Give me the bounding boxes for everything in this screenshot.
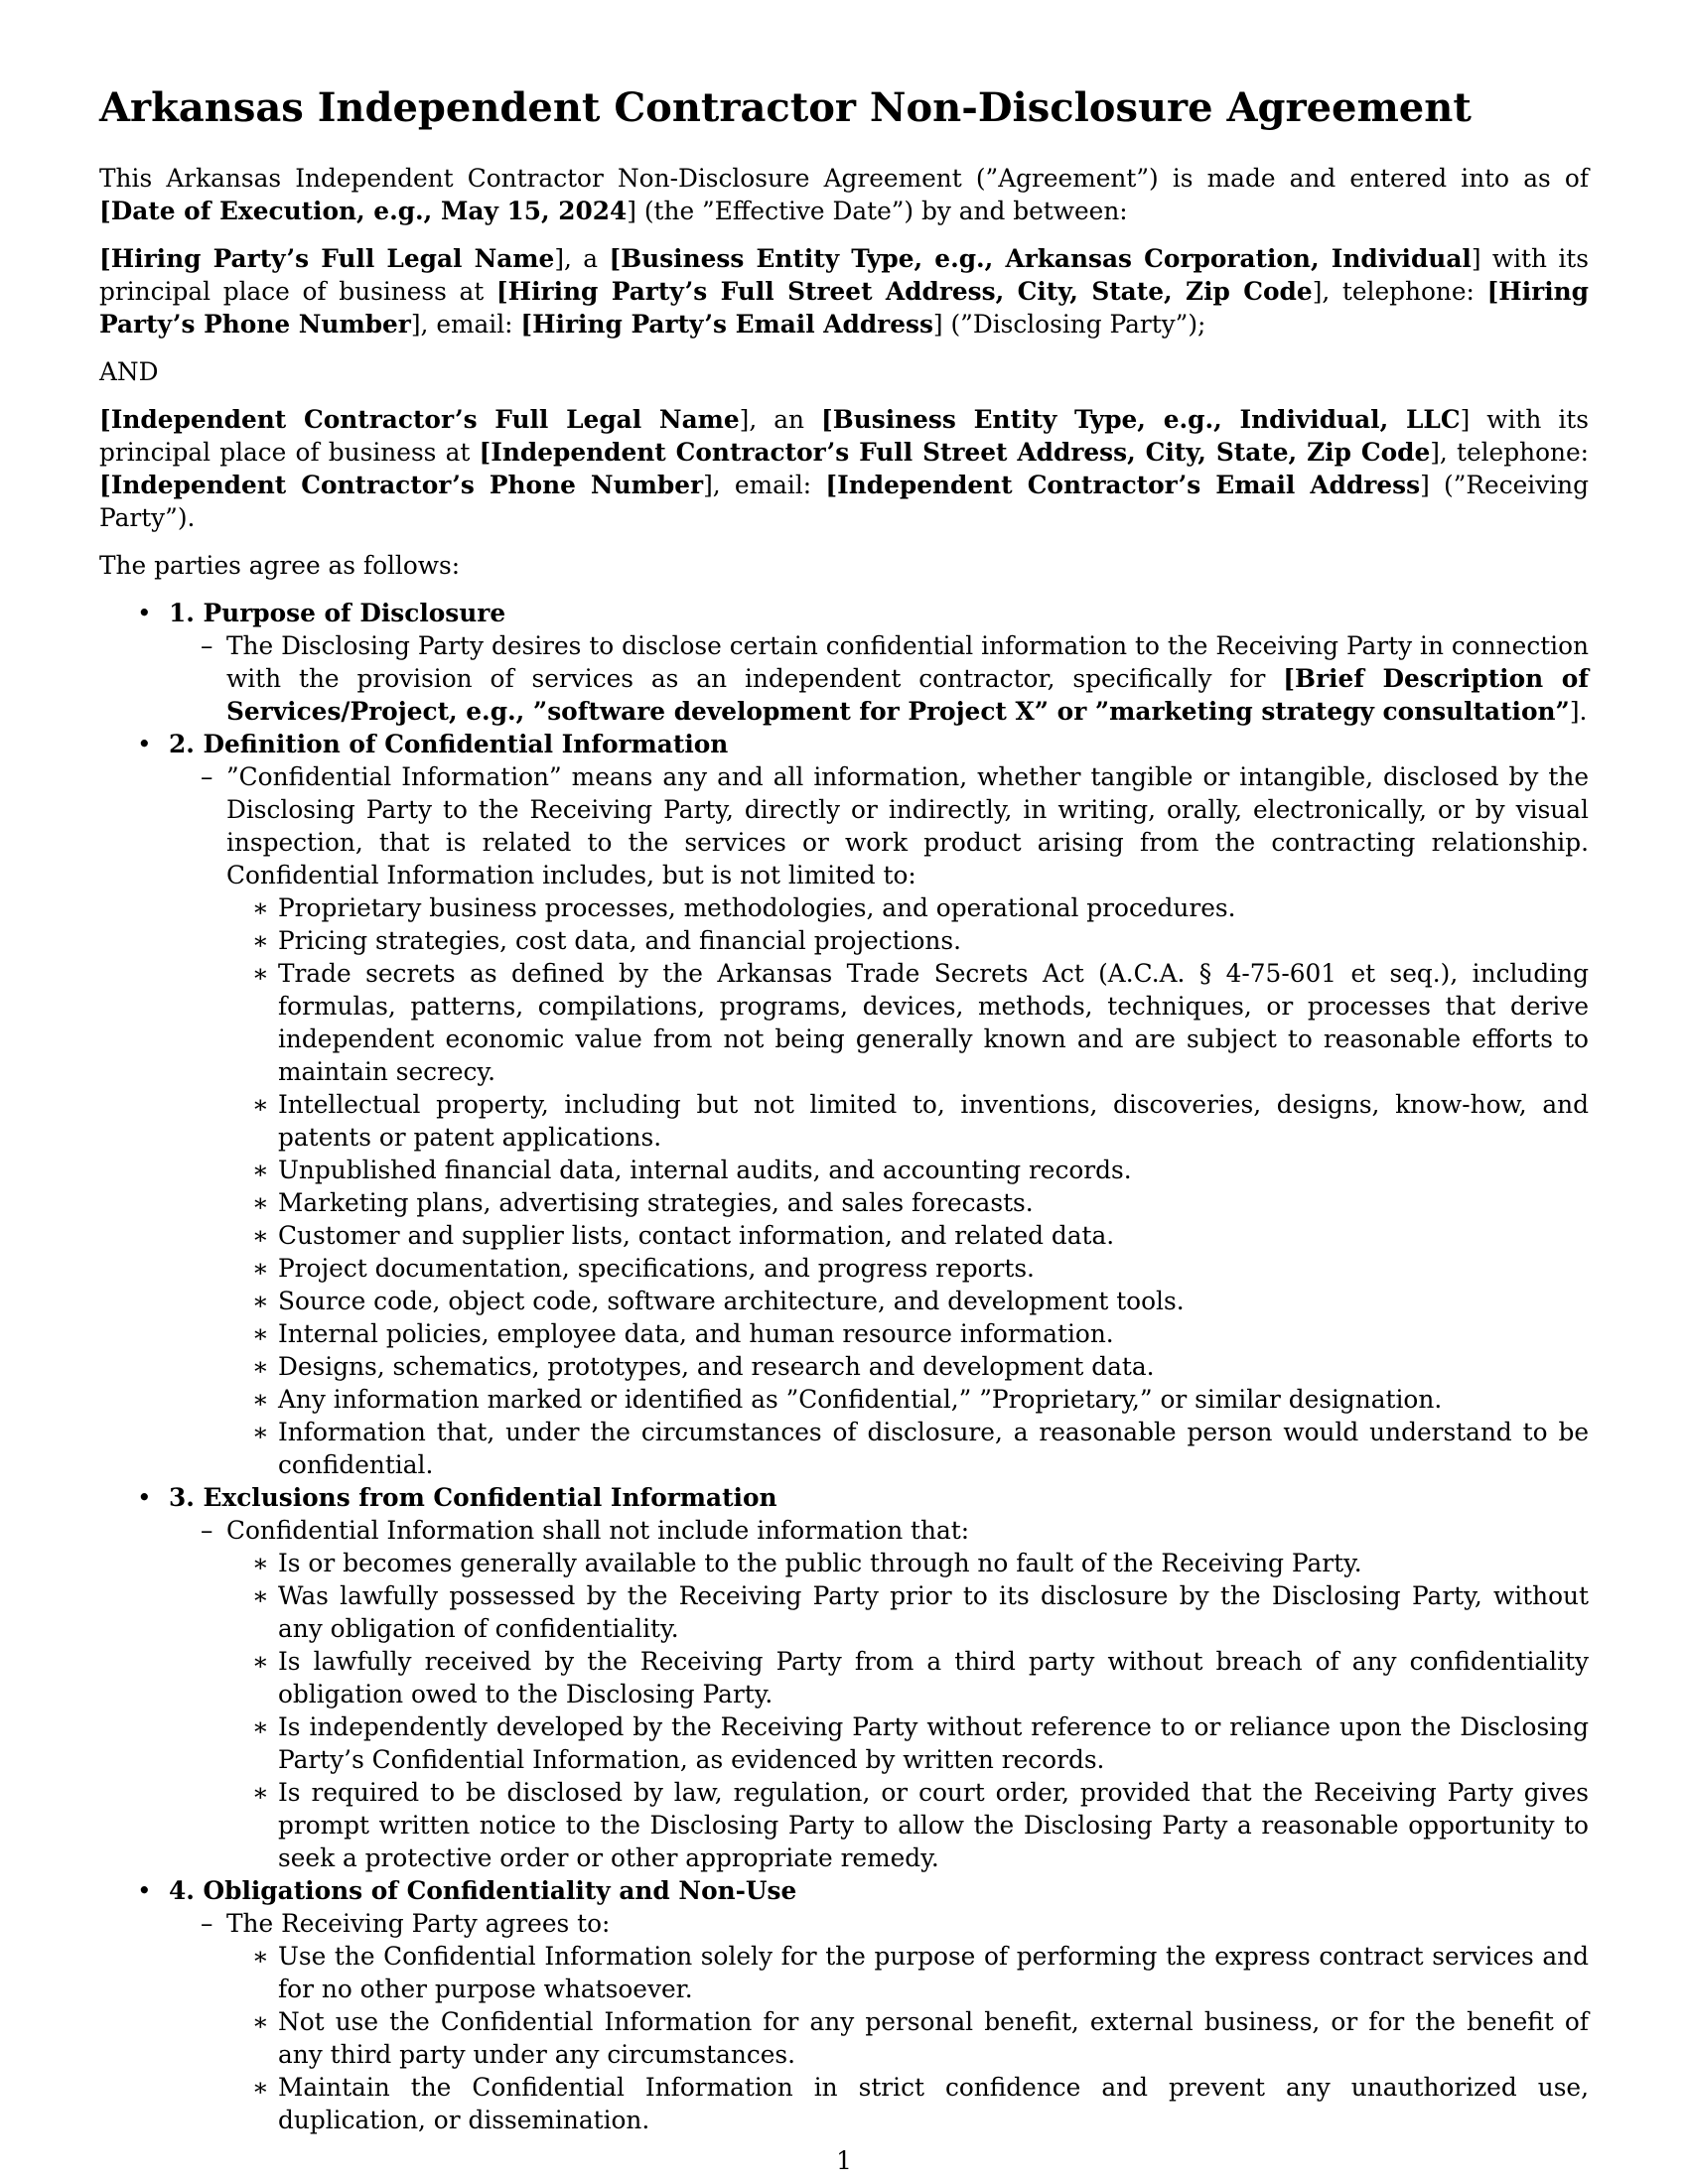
list-item-text: Proprietary business processes, methodologies, and operational procedures. xyxy=(278,893,1236,922)
bullet-icon: • xyxy=(137,1483,152,1512)
subsection-list xyxy=(169,1514,1589,1874)
asterisk-icon: ∗ xyxy=(252,1942,269,1971)
disclosing-party-paragraph xyxy=(99,242,1589,341)
list-item xyxy=(226,924,1589,957)
asterisk-icon: ∗ xyxy=(252,1090,269,1119)
subsection-item xyxy=(169,760,1589,1481)
section-text: ”Confidential Information” means any and all information, whether tangible or intangible, disclosed by the Disclosing Party to the Receiving Party, directly or indirectly, in writing, orally, electronically, or by visual inspection, that is related to the services or work product arising from the contracting relationship. Confidential Information includes, but is not limited to: xyxy=(226,762,1589,889)
section-title: 1. Purpose of Disclosure xyxy=(169,599,506,627)
receiving-party-paragraph xyxy=(99,403,1589,534)
list-item-text: Marketing plans, advertising strategies, and sales forecasts. xyxy=(278,1188,1034,1217)
and-separator: AND xyxy=(99,357,159,386)
dash-icon: – xyxy=(201,631,213,660)
list-item-text: Unpublished financial data, internal audits, and accounting records. xyxy=(278,1156,1132,1184)
section-title: 4. Obligations of Confidentiality and Non-Use xyxy=(169,1876,797,1905)
list-item-text: Is or becomes generally available to the public through no fault of the Receiving Party. xyxy=(278,1549,1362,1577)
list-item-text: Maintain the Confidential Information in strict confidence and prevent any unauthorized use, duplication, or dissemination. xyxy=(278,2073,1589,2134)
party-text: ] (”Disclosing Party”); xyxy=(932,310,1206,339)
list-item xyxy=(226,891,1589,924)
asterisk-icon: ∗ xyxy=(252,1188,269,1217)
asterisk-icon: ∗ xyxy=(252,1418,269,1446)
document-page xyxy=(99,84,1589,2136)
list-item-text: Is required to be disclosed by law, regulation, or court order, provided that the Receiving Party gives prompt written notice to the Disclosing Party to allow the Disclosing Party a reasonable opportunity to seek a protective order or other appropriate remedy. xyxy=(278,1778,1589,1872)
list-item-text: Is independently developed by the Receiving Party without reference to or reliance upon the Disclosing Party’s Confidential Information, as evidenced by written records. xyxy=(278,1712,1589,1774)
asterisk-icon: ∗ xyxy=(252,1352,269,1381)
list-item xyxy=(226,1088,1589,1154)
section-text: ]. xyxy=(1569,697,1588,726)
contractor-email-placeholder: [Independent Contractor’s Email Address xyxy=(825,471,1421,499)
contractor-address-placeholder: [Independent Contractor’s Full Street Address, City, State, Zip Code xyxy=(479,438,1431,467)
dash-icon: – xyxy=(201,1516,213,1545)
services-placeholder: [Brief Description of Services/Project, e.g., ”software development for Project X” or ”marketing strategy consultation” xyxy=(226,664,1589,726)
subsection-list xyxy=(169,760,1589,1481)
list-item-text: Trade secrets as defined by the Arkansas Trade Secrets Act (A.C.A. § 4-75-601 et seq.), including formulas, patterns, compilations, programs, devices, methods, techniques, or processes that derive independent economic value from not being generally known and are subject to reasonable efforts to maintain secrecy. xyxy=(278,959,1589,1086)
party-text: ], telephone: xyxy=(1312,277,1487,306)
item-list xyxy=(226,1940,1589,2136)
contractor-entity-type-placeholder: [Business Entity Type, e.g., Individual, LLC xyxy=(821,405,1461,434)
hiring-address-placeholder: [Hiring Party’s Full Street Address, City, State, Zip Code xyxy=(495,277,1313,306)
date-placeholder: [Date of Execution, e.g., May 15, 2024 xyxy=(99,197,628,225)
party-text: ], a xyxy=(554,244,610,273)
hiring-party-name-placeholder: [Hiring Party’s Full Legal Name xyxy=(99,244,555,273)
list-item-text: Any information marked or identified as ”Confidential,” ”Proprietary,” or similar designation. xyxy=(278,1385,1443,1414)
item-list xyxy=(226,1547,1589,1874)
asterisk-icon: ∗ xyxy=(252,1221,269,1250)
list-item xyxy=(226,1645,1589,1710)
asterisk-icon: ∗ xyxy=(252,2007,269,2036)
dash-icon: – xyxy=(201,1909,213,1938)
bullet-icon: • xyxy=(137,730,152,758)
contractor-name-placeholder: [Independent Contractor’s Full Legal Name xyxy=(99,405,740,434)
asterisk-icon: ∗ xyxy=(252,893,269,922)
list-item xyxy=(226,1383,1589,1416)
asterisk-icon: ∗ xyxy=(252,1254,269,1283)
list-item xyxy=(226,1350,1589,1383)
section-4 xyxy=(99,1874,1589,2136)
party-text: ], email: xyxy=(410,310,521,339)
page-number: 1 xyxy=(836,2146,852,2175)
section-1 xyxy=(99,597,1589,728)
list-item-text: Use the Confidential Information solely for the purpose of performing the express contract services and for no other purpose whatsoever. xyxy=(278,1942,1589,2003)
asterisk-icon: ∗ xyxy=(252,1287,269,1315)
list-item xyxy=(226,957,1589,1088)
section-3 xyxy=(99,1481,1589,1874)
list-item-text: Not use the Confidential Information for any personal benefit, external business, or for the benefit of any third party under any circumstances. xyxy=(278,2007,1589,2069)
asterisk-icon: ∗ xyxy=(252,1156,269,1184)
list-item-text: Information that, under the circumstances of disclosure, a reasonable person would understand to be confidential. xyxy=(278,1418,1589,1479)
list-item xyxy=(226,1547,1589,1579)
list-item-text: Project documentation, specifications, and progress reports. xyxy=(278,1254,1035,1283)
list-item xyxy=(226,1776,1589,1874)
subsection-list xyxy=(169,629,1589,728)
section-text: The Disclosing Party desires to disclose certain confidential information to the Receiving Party in connection with the provision of services as an independent contractor, specifically for xyxy=(226,631,1589,693)
list-item xyxy=(226,1154,1589,1186)
document-title: Arkansas Independent Contractor Non-Disclosure Agreement xyxy=(99,84,1472,131)
asterisk-icon: ∗ xyxy=(252,1549,269,1577)
list-item xyxy=(226,1579,1589,1645)
asterisk-icon: ∗ xyxy=(252,1712,269,1741)
list-item xyxy=(226,1416,1589,1481)
list-item xyxy=(226,1285,1589,1317)
intro-text: This Arkansas Independent Contractor Non-Disclosure Agreement (”Agreement”) is made and entered into as of xyxy=(99,164,1589,193)
subsection-item xyxy=(169,1514,1589,1874)
hiring-phone-placeholder: [Hiring Party’s Phone Number xyxy=(99,277,1590,339)
hiring-email-placeholder: [Hiring Party’s Email Address xyxy=(520,310,933,339)
list-item-text: Intellectual property, including but not limited to, inventions, discoveries, designs, know-how, and patents or patent applications. xyxy=(278,1090,1589,1152)
asterisk-icon: ∗ xyxy=(252,2073,269,2102)
bullet-icon: • xyxy=(137,599,152,627)
section-text: The Receiving Party agrees to: xyxy=(226,1909,611,1938)
contractor-phone-placeholder: [Independent Contractor’s Phone Number xyxy=(99,471,704,499)
party-text: ] with its principal place of business at xyxy=(99,405,1590,467)
dash-icon: – xyxy=(201,762,213,791)
subsection-item xyxy=(169,1907,1589,2136)
party-text: ] with its principal place of business at xyxy=(99,244,1589,306)
list-item-text: Designs, schematics, prototypes, and research and development data. xyxy=(278,1352,1155,1381)
subsection-list xyxy=(169,1907,1589,2136)
item-list xyxy=(226,891,1589,1481)
list-item-text: Internal policies, employee data, and human resource information. xyxy=(278,1319,1114,1348)
list-item-text: Is lawfully received by the Receiving Party from a third party without breach of any confidentiality obligation owed to the Disclosing Party. xyxy=(278,1647,1589,1708)
intro-paragraph xyxy=(99,162,1589,227)
list-item xyxy=(226,1186,1589,1219)
asterisk-icon: ∗ xyxy=(252,1385,269,1414)
asterisk-icon: ∗ xyxy=(252,1778,269,1807)
agreement-lead-in: The parties agree as follows: xyxy=(99,551,461,580)
party-text: ], telephone: xyxy=(1430,438,1589,467)
list-item xyxy=(226,1710,1589,1776)
intro-text: ] (the ”Effective Date”) by and between: xyxy=(627,197,1128,225)
party-text: ], email: xyxy=(703,471,826,499)
section-text: Confidential Information shall not include information that: xyxy=(226,1516,970,1545)
list-item-text: Pricing strategies, cost data, and financial projections. xyxy=(278,926,962,955)
asterisk-icon: ∗ xyxy=(252,1581,269,1610)
asterisk-icon: ∗ xyxy=(252,1647,269,1676)
subsection-item xyxy=(169,629,1589,728)
section-2 xyxy=(99,728,1589,1481)
list-item xyxy=(226,2005,1589,2071)
list-item xyxy=(226,1317,1589,1350)
list-item-text: Source code, object code, software architecture, and development tools. xyxy=(278,1287,1185,1315)
section-title: 3. Exclusions from Confidential Information xyxy=(169,1483,777,1512)
list-item xyxy=(226,1252,1589,1285)
party-text: ] (”Receiving Party”). xyxy=(99,471,1590,532)
party-text: ], an xyxy=(739,405,822,434)
list-item xyxy=(226,1219,1589,1252)
bullet-icon: • xyxy=(137,1876,152,1905)
list-item-text: Customer and supplier lists, contact information, and related data. xyxy=(278,1221,1115,1250)
asterisk-icon: ∗ xyxy=(252,1319,269,1348)
list-item xyxy=(226,2071,1589,2136)
asterisk-icon: ∗ xyxy=(252,959,269,988)
asterisk-icon: ∗ xyxy=(252,926,269,955)
section-title: 2. Definition of Confidential Information xyxy=(169,730,729,758)
hiring-entity-type-placeholder: [Business Entity Type, e.g., Arkansas Corporation, Individual xyxy=(609,244,1472,273)
sections-list xyxy=(99,597,1589,2136)
list-item-text: Was lawfully possessed by the Receiving Party prior to its disclosure by the Disclosing Party, without any obligation of confidentiality. xyxy=(278,1581,1589,1643)
list-item xyxy=(226,1940,1589,2005)
